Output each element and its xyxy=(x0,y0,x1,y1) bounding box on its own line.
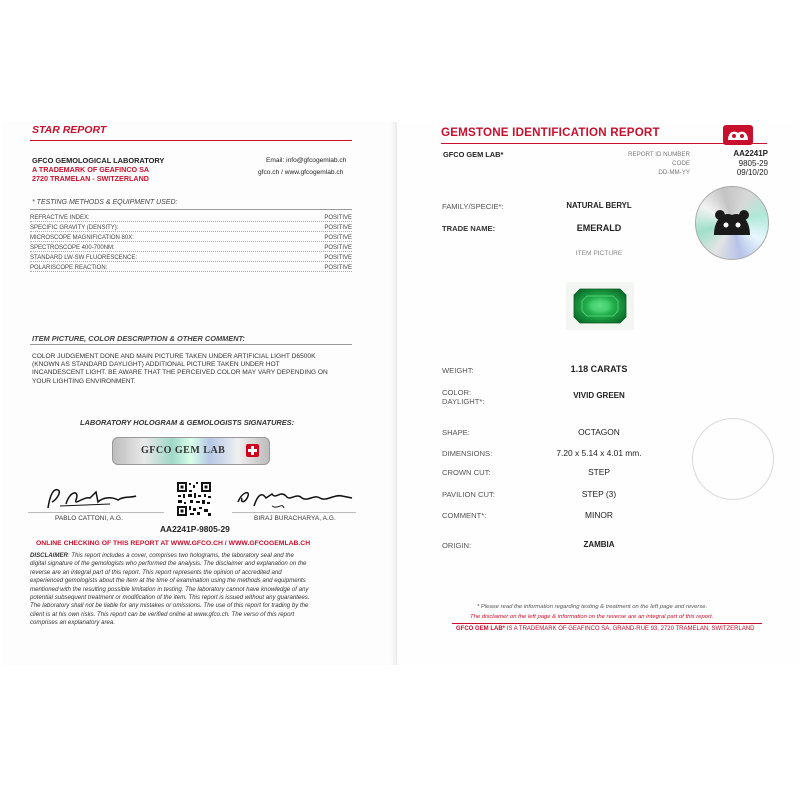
daylight-label: DAYLIGHT*: xyxy=(442,397,485,406)
comment-line: COLOR JUDGEMENT DONE AND MAIN PICTURE TAKEN UNDER ARTIFICIAL LIGHT D6500K xyxy=(32,353,316,360)
comment-line: INCANDESCENT LIGHT. BE AWARE THAT THE PERCEIVED COLOR MAY VARY DEPENDING ON xyxy=(32,369,328,377)
report-id: AA2241P-9805-29 xyxy=(160,524,230,534)
disclaimer-line: potential subsequent treatment or modification of the item. This report is issued without any guarantees. xyxy=(30,594,310,602)
title-rule xyxy=(30,140,352,141)
comment-value: MINOR xyxy=(585,510,613,520)
trade-name-label: TRADE NAME: xyxy=(442,224,496,233)
test-row-refractive xyxy=(30,215,352,224)
weight-label: WEIGHT: xyxy=(442,366,474,375)
shape-value: OCTAGON xyxy=(578,427,620,437)
gfco-logo-icon xyxy=(722,124,754,146)
report-code: 9805-29 xyxy=(738,158,768,168)
test-label: SPECTROSCOPE 400-700NM: xyxy=(30,245,115,251)
disclaimer-line: The laboratory shall not be liable for any mistakes or omissions. The use of this report for trading by the xyxy=(30,602,309,610)
hologram-text: GFCO GEM LAB xyxy=(141,445,226,456)
dimensions-value: 7.20 x 5.14 x 4.01 mm. xyxy=(556,448,642,458)
lab-trademark: A TRADEMARK OF GEAFINCO SA xyxy=(32,165,150,174)
crown-cut-value: STEP xyxy=(588,467,610,477)
swiss-flag-icon xyxy=(246,444,259,457)
test-row-gravity xyxy=(30,225,352,234)
gem-lab-label: GFCO GEM LAB* xyxy=(443,150,504,159)
lab-websites: gfco.ch / www.gfcogemlab.ch xyxy=(258,169,344,176)
hologram-strip xyxy=(112,437,270,465)
disclaimer-line: comprises an explanatory area. xyxy=(30,619,116,627)
footer-brand: GFCO GEM LAB* xyxy=(456,626,505,632)
footnote-2: The disclaimer on the left page & information on the reverse are an integral part of this report. xyxy=(470,614,714,620)
comment-rule xyxy=(30,344,352,345)
testing-rule xyxy=(30,209,352,210)
disclaimer xyxy=(30,552,362,628)
meta-label: REPORT ID NUMBER xyxy=(628,151,690,158)
pavilion-cut-value: STEP (3) xyxy=(581,489,617,499)
pavilion-cut-label: PAVILION CUT: xyxy=(442,490,495,499)
hologram-seal xyxy=(695,186,769,260)
disclaimer-line: experienced gemologists about the item at the time of examination using the methods and equipments xyxy=(30,577,306,585)
origin-value: ZAMBIA xyxy=(583,540,615,549)
dimensions-label: DIMENSIONS: xyxy=(442,449,493,458)
footer-rule xyxy=(452,623,762,624)
test-value: POSITIVE xyxy=(324,225,352,231)
weight-value: 1.18 CARATS xyxy=(570,364,628,374)
hologram-header: LABORATORY HOLOGRAM & GEMOLOGISTS SIGNATURES: xyxy=(80,418,295,427)
comment-label: COMMENT*: xyxy=(442,511,487,520)
qr-code-icon xyxy=(176,481,212,517)
family-value: NATURAL BERYL xyxy=(566,201,632,210)
test-row-microscope xyxy=(30,235,352,244)
trade-name-value: EMERALD xyxy=(576,223,622,233)
crown-cut-label: CROWN CUT: xyxy=(442,468,491,477)
comment-header: ITEM PICTURE, COLOR DESCRIPTION & OTHER COMMENT: xyxy=(32,334,245,343)
meta-label: CODE xyxy=(672,160,690,167)
signer2-name: BIRAJ BURACHARYA, A.G. xyxy=(254,515,336,522)
comment-text xyxy=(32,353,358,386)
lab-email: Email: info@gfcogemlab.ch xyxy=(266,157,347,164)
disclaimer-line: : This report includes a cover, comprises two holograms, the laboratory seal and the xyxy=(67,552,294,559)
test-row-fluorescence xyxy=(30,255,352,264)
color-value: VIVID GREEN xyxy=(573,391,625,400)
signature-buracharya xyxy=(232,484,357,514)
report-number: AA2241P xyxy=(733,149,768,158)
footnote-1: * Please read the information regarding testing & treatment on the left page and reverse. xyxy=(477,604,708,610)
test-label: STANDARD LW-SW FLUORESCENCE: xyxy=(30,255,138,261)
online-check: ONLINE CHECKING OF THIS REPORT AT WWW.GFCO.CH / WWW.GFCOGEMLAB.CH xyxy=(36,540,311,547)
lab-name: GFCO GEMOLOGICAL LABORATORY xyxy=(32,156,165,165)
test-value: POSITIVE xyxy=(324,245,352,251)
test-value: POSITIVE xyxy=(324,265,352,271)
color-label: COLOR: xyxy=(442,388,472,397)
test-value: POSITIVE xyxy=(324,255,352,261)
testing-header: * TESTING METHODS & EQUIPMENT USED: xyxy=(32,199,178,206)
shape-label: SHAPE: xyxy=(442,428,470,437)
test-label: REFRACTIVE INDEX: xyxy=(30,215,90,221)
comment-line: (KNOWN AS STANDARD DAYLIGHT) ADDITIONAL PICTURE TAKEN UNDER HOT xyxy=(32,361,280,369)
family-label: FAMILY/SPECIE*: xyxy=(442,202,504,211)
origin-label: ORIGIN: xyxy=(442,541,472,550)
meta-labels xyxy=(600,150,690,177)
signer2-rule xyxy=(232,512,356,513)
disclaimer-line: digital signature of the gemologists who performed the analysis. The disclaimer and explanation on the xyxy=(30,560,307,568)
report-title-rule xyxy=(441,143,767,144)
test-row-spectroscope xyxy=(30,245,352,254)
bear-logo-icon xyxy=(710,205,754,241)
item-picture-label: ITEM PICTURE xyxy=(575,250,623,257)
test-row-polariscope xyxy=(30,265,352,274)
test-value: POSITIVE xyxy=(324,235,352,241)
test-value: POSITIVE xyxy=(324,215,352,221)
star-report-title: STAR REPORT xyxy=(32,124,107,136)
signer1-rule xyxy=(28,512,164,513)
disclaimer-label: DISCLAIMER xyxy=(30,552,68,559)
report-date: 09/10/20 xyxy=(736,168,768,177)
comment-line: YOUR LIGHTING ENVIRONMENT. xyxy=(32,377,136,385)
disclaimer-line: mentioned with the resulting possible limitation in testing. The laboratory cannot have knowledge of any xyxy=(30,585,309,593)
signature-cattoni xyxy=(40,484,140,512)
footer-text: IS A TRADEMARK OF GEAFINCO SA, GRAND-RUE 93, 2720 TRAMELAN, SWITZERLAND xyxy=(506,626,755,632)
disclaimer-line: reverse are an integral part of this report. This report represents the opinion of accredited and xyxy=(30,568,282,576)
meta-label: DD-MM-YY xyxy=(658,169,690,176)
disclaimer-line: client is at his own risks. This report can be verified online at www.gfco.ch. The verso of this report xyxy=(30,610,295,618)
emerald-picture xyxy=(566,282,634,330)
report-title: GEMSTONE IDENTIFICATION REPORT xyxy=(441,126,660,139)
lab-address: 2720 TRAMELAN - SWITZERLAND xyxy=(32,174,150,183)
test-label: POLARISCOPE REACTION: xyxy=(30,265,108,271)
test-label: SPECIFIC GRAVITY (DENSITY): xyxy=(30,225,119,231)
footer xyxy=(456,626,755,632)
meta-values xyxy=(700,149,768,178)
test-label: MICROSCOPE MAGNIFICATION 80X: xyxy=(30,235,134,241)
signer1-name: PABLO CATTONI, A.G. xyxy=(55,515,123,522)
